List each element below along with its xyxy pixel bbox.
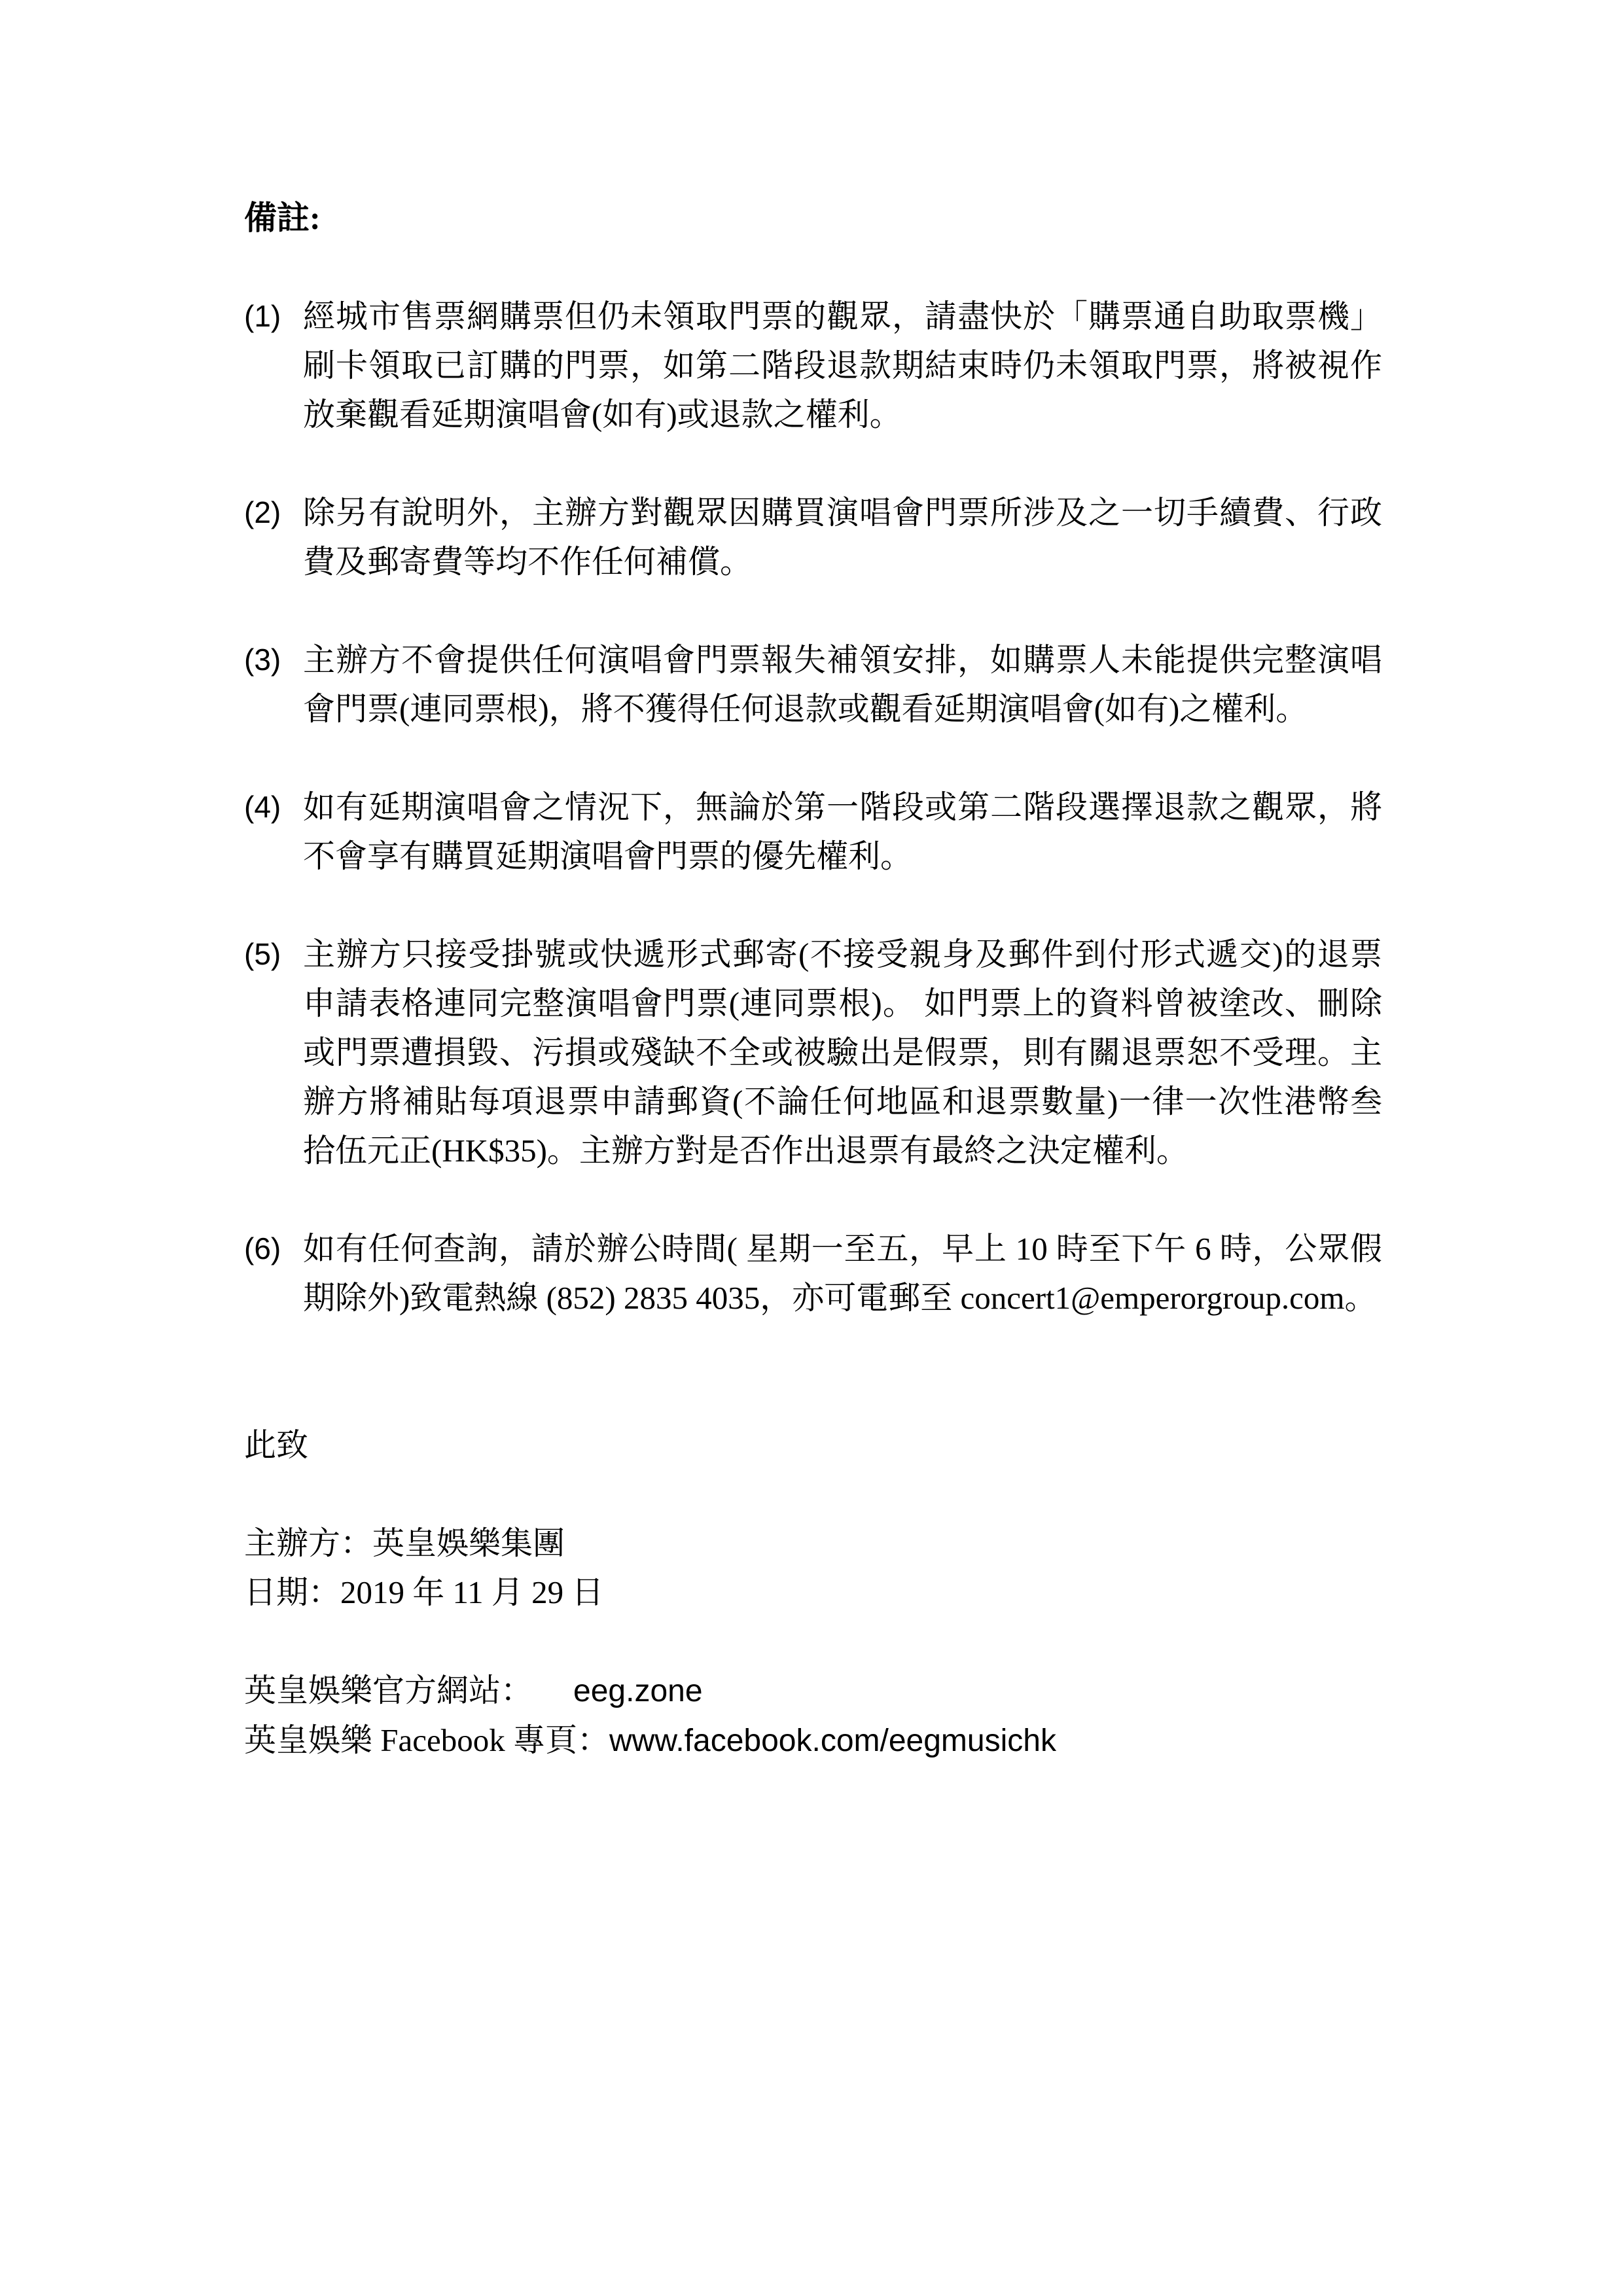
note-text xyxy=(303,930,1382,1175)
closing-salutation: 此致 xyxy=(244,1427,309,1463)
note-text xyxy=(303,783,1382,881)
note-line: 刷卡領取已訂購的門票，如第二階段退款期結束時仍未領取門票，將被視作 xyxy=(303,347,1382,383)
note-number: (2) xyxy=(244,495,281,529)
note-line: 辦方將補貼每項退票申請郵資(不論任何地區和退票數量)一律一次性港幣叁 xyxy=(303,1084,1382,1120)
note-line: 或門票遭損毀、污損或殘缺不全或被驗出是假票，則有關退票恕不受理。主 xyxy=(303,1034,1382,1070)
note-item-1 xyxy=(244,292,1382,439)
note-line: 申請表格連同完整演唱會門票(連同票根)。 如門票上的資料曾被塗改、刪除 xyxy=(303,985,1382,1021)
remarks-section xyxy=(244,194,1382,1765)
links-block xyxy=(244,1666,1382,1765)
note-line: 主辦方只接受掛號或快遞形式郵寄(不接受親身及郵件到付形式遞交)的退票 xyxy=(303,936,1382,972)
note-line: 期除外)致電熱線 (852) 2835 4035，亦可電郵至 concert1@emperorgroup.com。 xyxy=(303,1280,1377,1316)
note-text xyxy=(303,488,1382,586)
note-item-5 xyxy=(244,930,1382,1175)
facebook-url: www.facebook.com/eegmusichk xyxy=(609,1723,1056,1758)
note-number: (4) xyxy=(244,790,281,824)
website-label: 英皇娛樂官方網站： xyxy=(244,1672,533,1708)
note-line: 如有任何查詢，請於辦公時間( 星期一至五，早上 10 時至下午 6 時，公眾假 xyxy=(303,1231,1382,1267)
note-number: (5) xyxy=(244,937,281,971)
note-item-3 xyxy=(244,635,1382,733)
note-line: 除另有說明外，主辦方對觀眾因購買演唱會門票所涉及之一切手續費、行政 xyxy=(303,495,1382,531)
note-number: (1) xyxy=(244,299,281,333)
note-item-4 xyxy=(244,783,1382,881)
note-text xyxy=(303,1224,1382,1322)
facebook-label: 英皇娛樂 Facebook 專頁： xyxy=(244,1722,609,1758)
note-line: 如有延期演唱會之情況下，無論於第一階段或第二階段選擇退款之觀眾，將 xyxy=(303,789,1382,825)
facebook-line xyxy=(244,1716,1382,1765)
note-number: (3) xyxy=(244,643,281,677)
note-line: 經城市售票網購票但仍未領取門票的觀眾，請盡快於「購票通自助取票機」 xyxy=(303,298,1382,334)
date-line: 日期：2019 年 11 月 29 日 xyxy=(244,1574,604,1610)
website-url: eeg.zone xyxy=(573,1674,703,1708)
closing-block xyxy=(244,1519,1382,1617)
note-line: 放棄觀看延期演唱會(如有)或退款之權利。 xyxy=(303,397,902,433)
remarks-heading: 備註: xyxy=(244,200,321,236)
organizer-line: 主辦方：英皇娛樂集團 xyxy=(244,1525,565,1561)
note-item-2 xyxy=(244,488,1382,586)
note-text xyxy=(303,292,1382,439)
note-line: 費及郵寄費等均不作任何補償。 xyxy=(303,544,753,580)
note-line: 不會享有購買延期演唱會門票的優先權利。 xyxy=(303,838,913,874)
note-item-6 xyxy=(244,1224,1382,1322)
note-text xyxy=(303,635,1382,733)
note-number: (6) xyxy=(244,1231,281,1265)
note-line: 主辦方不會提供任何演唱會門票報失補領安排，如購票人未能提供完整演唱 xyxy=(303,642,1382,678)
website-line xyxy=(244,1666,1382,1716)
note-line: 拾伍元正(HK$35)。主辦方對是否作出退票有最終之決定權利。 xyxy=(303,1133,1188,1169)
note-line: 會門票(連同票根)，將不獲得任何退款或觀看延期演唱會(如有)之權利。 xyxy=(303,691,1308,727)
